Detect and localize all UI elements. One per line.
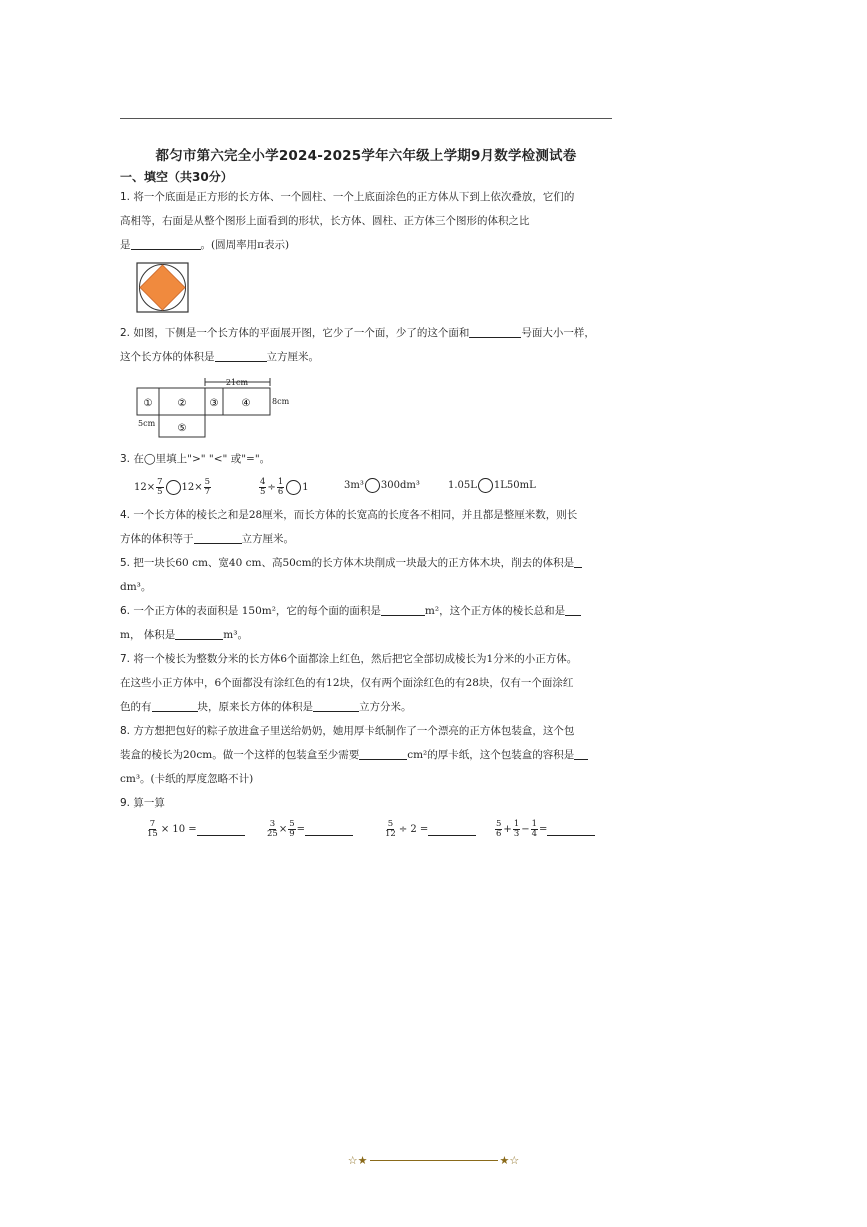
q5-line2: dm³。 <box>120 581 152 593</box>
q3-text: 在◯里填上">" "<" 或"="。 <box>133 453 271 465</box>
q2-face-label-4: ④ <box>241 398 251 409</box>
q6-line2: m， 体积是 m³。 <box>120 629 248 641</box>
q3-c-right: 300dm³ <box>380 480 420 491</box>
q7-count-blank[interactable] <box>152 700 198 712</box>
q8-area-blank[interactable] <box>359 748 407 760</box>
q2-face-label-5: ⑤ <box>177 423 187 434</box>
q2-line2 <box>120 350 614 364</box>
q3-a-fraction2: $\frac{5}{7}$ <box>204 477 211 497</box>
q6-edge-sum-blank[interactable] <box>565 604 581 616</box>
q3-item-b: $\frac{4}{5}$ ÷ $\frac{1}{6}$ 1 <box>260 477 309 497</box>
footer-stars-right: ★☆ <box>499 1154 520 1167</box>
footer-rule <box>370 1160 498 1161</box>
q8-number: 8. <box>120 725 131 737</box>
footer-stars-left: ☆★ <box>347 1154 368 1167</box>
q3-c-compare-circle[interactable] <box>365 478 380 493</box>
q8-line2: 装盒的棱长为20cm。做一个这样的包装盒至少需要 cm²的厚卡纸，这个包装盒的容积是 <box>120 748 614 762</box>
q9-calc-4: $\frac{5}{6}$ + $\frac{1}{3}$ − $\frac{1}{4}$ = <box>494 820 595 839</box>
exam-title: 都匀市第六完全小学2024-2025学年六年级上学期9月数学检测试卷 <box>155 148 577 164</box>
q2-dim-top-label: 21cm <box>225 378 249 387</box>
q3-item-c <box>344 478 420 493</box>
q9-calc-1: $\frac{7}{15}$ × 10 = <box>146 820 245 839</box>
q9-calc-4-blank[interactable] <box>547 824 595 836</box>
q2-face-label-2: ② <box>177 398 187 409</box>
header-rule <box>120 118 612 119</box>
q9-line <box>120 796 614 810</box>
q3-d-compare-circle[interactable] <box>478 478 493 493</box>
q9-calc-1-blank[interactable] <box>197 824 245 836</box>
q1-answer-blank[interactable] <box>131 238 201 250</box>
q2-text2-pre: 这个长方体的体积是 <box>120 351 215 363</box>
q2-text2-post: 立方厘米。 <box>266 351 319 363</box>
q2-face-label-1: ① <box>143 398 153 409</box>
q9-calc-3: $\frac{5}{12}$ ÷ 2 = <box>384 820 476 839</box>
q7-volume-blank[interactable] <box>313 700 359 712</box>
q7-line1 <box>120 652 614 666</box>
q6-line1: 6. 一个正方体的表面积是 150m²，它的每个面的面积是 m²，这个正方体的棱长总和是 <box>120 604 614 618</box>
q2-volume-blank[interactable] <box>215 350 267 362</box>
q4-line2: 方体的体积等于 立方厘米。 <box>120 533 294 545</box>
q3-d-left: 1.05L <box>448 480 477 491</box>
q9-text: 算一算 <box>133 797 165 809</box>
q1-number: 1. <box>120 191 131 203</box>
q2-face-blank[interactable] <box>469 326 521 338</box>
q1-line2: 高相等，右面是从整个图形上面看到的形状，长方体、圆柱、正方体三个图形的体积之比 <box>120 215 530 227</box>
q3-d-right: 1L50mL <box>493 480 536 491</box>
q3-line <box>120 452 614 466</box>
q2-face-label-3: ③ <box>209 398 219 409</box>
q2-dim-left-label: 5cm <box>138 419 156 428</box>
q5-line1 <box>120 556 614 570</box>
q1-text1: 将一个底面是正方形的长方体、一个圆柱、一个上底面涂色的正方体从下到上依次叠放，它们的 <box>133 191 575 203</box>
q8-line1 <box>120 724 614 738</box>
q3-item-d <box>448 478 536 493</box>
q6-number: 6. <box>120 605 131 617</box>
q3-item-a <box>134 478 212 497</box>
q5-answer-blank[interactable] <box>574 556 582 568</box>
q3-a-compare-circle[interactable] <box>166 480 181 495</box>
section-heading: 一、填空（共30分） <box>120 170 233 184</box>
q6-face-area-blank[interactable] <box>381 604 425 616</box>
q3-a-right: 12× <box>181 482 203 493</box>
q5-text1: 把一块长60 cm、宽40 cm、高50cm的长方体木块削成一块最大的正方体木块，削去的体积是 <box>133 557 575 569</box>
q3-a-fraction: $\frac{7}{5}$ <box>157 477 163 497</box>
q9-calc-3-blank[interactable] <box>428 824 476 836</box>
q9-number: 9. <box>120 797 131 809</box>
q1-line3 <box>120 238 614 252</box>
q1-top-view-figure <box>136 262 190 314</box>
q2-text1-post: 号面大小一样， <box>521 327 595 339</box>
q3-number: 3. <box>120 453 131 465</box>
q9-calc-2-blank[interactable] <box>305 824 353 836</box>
q2-number: 2. <box>120 327 131 339</box>
q3-c-left: 3m³ <box>344 480 364 491</box>
q8-capacity-blank[interactable] <box>574 748 588 760</box>
q9-calc-2: $\frac{3}{25}$ × $\frac{5}{9}$ = <box>266 820 353 839</box>
q5-number: 5. <box>120 557 131 569</box>
q6-volume-blank[interactable] <box>175 628 223 640</box>
q2-dim-right-label: 8cm <box>272 397 290 406</box>
q1-text3-post: 。(圆周率用π表示) <box>200 239 290 251</box>
q3-a-left: 12× <box>134 482 156 493</box>
q4-answer-blank[interactable] <box>194 532 242 544</box>
q2-line1 <box>120 326 614 340</box>
q2-net-diagram <box>134 372 294 440</box>
q1-text3-pre: 是 <box>120 239 131 251</box>
q3-b-right: 1 <box>302 482 309 493</box>
q3-b-compare-circle[interactable] <box>286 480 301 495</box>
q7-line2: 在这些小正方体中，6个面都没有涂红色的有12块，仅有两个面涂红色的有28块，仅有一个面涂红 <box>120 677 574 689</box>
q1-line1 <box>120 190 614 204</box>
q7-number: 7. <box>120 653 131 665</box>
q3-b-operator: ÷ <box>267 482 276 493</box>
q8-line3: cm³。(卡纸的厚度忽略不计) <box>120 773 254 785</box>
q8-text1: 方方想把包好的粽子放进盒子里送给奶奶，她用厚卡纸制作了一个漂亮的正方体包装盒，这个包 <box>133 725 575 737</box>
q4-line1 <box>120 508 614 522</box>
q4-number: 4. <box>120 509 131 521</box>
q4-text1: 一个长方体的棱长之和是28厘米，而长方体的长宽高的长度各不相同，并且都是整厘米数，则长 <box>133 509 578 521</box>
q7-text1: 将一个棱长为整数分米的长方体6个面都涂上红色，然后把它全部切成棱长为1分米的小正方体。 <box>133 653 578 665</box>
page-footer <box>0 1154 867 1167</box>
q7-line3: 色的有 块，原来长方体的体积是 立方分米。 <box>120 701 412 713</box>
q2-text1-pre: 如图，下侧是一个长方体的平面展开图，它少了一个面，少了的这个面和 <box>133 327 470 339</box>
